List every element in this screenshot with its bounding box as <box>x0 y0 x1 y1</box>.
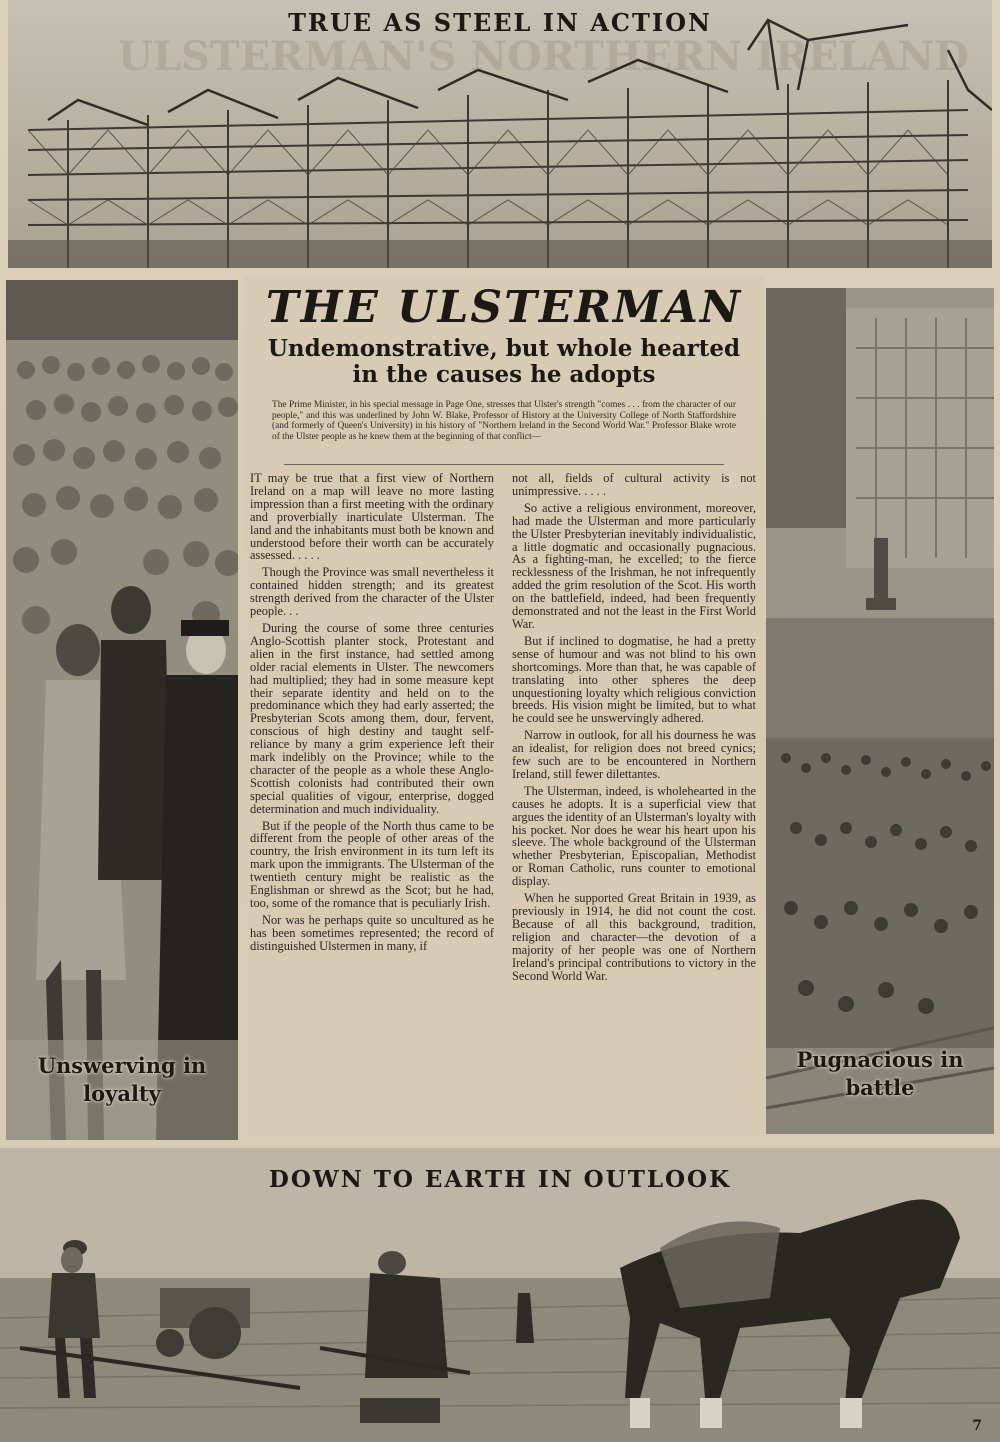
right-paragraph: So active a religious environment, moreover, had made the Ulsterman and more particularly the Ulster Presbyterian inevitably individualistic, a little dogmatic and occasionally pugnacious. As a fighting-man, he excelled; to the fierce recklessness of the Irishman, he not infrequently added the grim resolution of the Scot. His worth on the battlefield, indeed, had been frequently demonstrated and not the least in the First World War. <box>512 500 756 631</box>
article-block <box>244 276 764 1140</box>
left-caption-line2: loyalty <box>83 1081 161 1106</box>
left-paragraph: Though the Province was small nevertheless it contained hidden strength; and its greatest strength derived from the character of the Ulster people. . . <box>250 565 494 619</box>
top-banner-headline: TRUE AS STEEL IN ACTION <box>288 8 712 37</box>
right-paragraph: not all, fields of cultural activity is not unimpressive. . . . . <box>512 471 756 498</box>
svg-text:ULSTERMAN'S NORTHERN IRELAND: ULSTERMAN'S NORTHERN IRELAND <box>118 33 969 80</box>
left-paragraph: IT may be true that a first view of Northern Ireland on a map will leave no more lasting impression than a first meeting with the ordinary and proverbially inarticulate Ulsterman. The land and the inhabitants must both be known and understood before their worth can be accurately assessed. . . . . <box>250 471 494 563</box>
right-caption-line2: battle <box>845 1075 915 1100</box>
article-right-column <box>512 472 756 986</box>
article-intro: The Prime Minister, in his special message in Page One, stresses that Ulster's strength "comes . . . from the character of our people," and this was underlined by John W. Blake, Professor of History at the University College of North Staffordshire (and formerly of Queen's University) in his history of "Northern Ireland in the Second World War." Professor Blake wrote of the Ulster people as he knew them at the beginning of that conflict— <box>272 400 736 442</box>
bottom-banner-headline: DOWN TO EARTH IN OUTLOOK <box>268 1166 732 1193</box>
troops-marching-photo <box>766 288 994 1134</box>
article-subtitle: Undemonstrative, but whole hearted in the causes he adopts <box>267 335 741 388</box>
right-paragraph: But if inclined to dogmatise, he had a pretty sense of humour and was not blind to his own shortcomings. More than that, he was capable of translating into other spheres the deep unquestioning loyalty which religious conviction breeds. His vision might be limited, but to what he could see he unswervingly adhered. <box>512 633 756 726</box>
crowd-procession-photo <box>6 280 238 1140</box>
page-number: 7 <box>972 1418 982 1434</box>
right-paragraph: Narrow in outlook, for all his dourness he was an idealist, for religion does not breed cynics; few such are to be encountered in Northern Ireland, still fewer dilettantes. <box>512 728 756 781</box>
right-paragraph: The Ulsterman, indeed, is wholehearted in the causes he adopts. It is a superficial view that argues the identity of an Ulsterman's loyalty with his pocket. Nor does he wear his heart upon his sleeve. The whole background of the Ulsterman whether Presbyterian, Episcopalian, Methodist or Roman Catholic, runs counter to emotional display. <box>512 783 756 889</box>
article-title: THE ULSTERMAN <box>265 282 743 333</box>
left-paragraph: But if the people of the North thus came to be different from the people of other areas of the country, the Irish environment in its turn left its mark upon the immigrants. The Ulsterman of the twentieth century might be realistic as the Englishman or shrewd as the Scot; but he had, too, some of the romance that is peculiarly Irish. <box>250 818 494 910</box>
article-left-column <box>250 472 494 957</box>
right-caption <box>766 1046 994 1102</box>
right-caption-line1: Pugnacious in <box>796 1047 964 1072</box>
left-paragraph: During the course of some three centuries Anglo-Scottish planter stock, Protestant and alien in the first instance, had settled among older racial elements in Ulster. The newcomers had multiplied; they had in some measure kept their separate identity and held on to the predominance which they had early asserted; the Presbyterian Scots among them, dour, fervent, conscious of high destiny and taught self-reliance by many a grim experience left their mark indelibly on the Province; while to the character of the people as a whole these Anglo-Scottish colonists had contributed their own special qualities of vigour, enterprise, dogged determination and much individuality. <box>250 620 494 816</box>
right-paragraph: When he supported Great Britain in 1939, as previously in 1914, he did not count the cost. Because of all this background, tradition, religion and character—the devotion of a majority of her people was one of Northern Ireland's principal contributions to victory in the Second World War. <box>512 891 756 983</box>
left-paragraph: Nor was he perhaps quite so uncultured as he has been sometimes represented; the record of distinguished Ulstermen in many, if <box>250 912 494 953</box>
left-caption <box>6 1052 238 1108</box>
left-caption-line1: Unswerving in <box>37 1053 207 1078</box>
intro-divider <box>284 464 724 465</box>
